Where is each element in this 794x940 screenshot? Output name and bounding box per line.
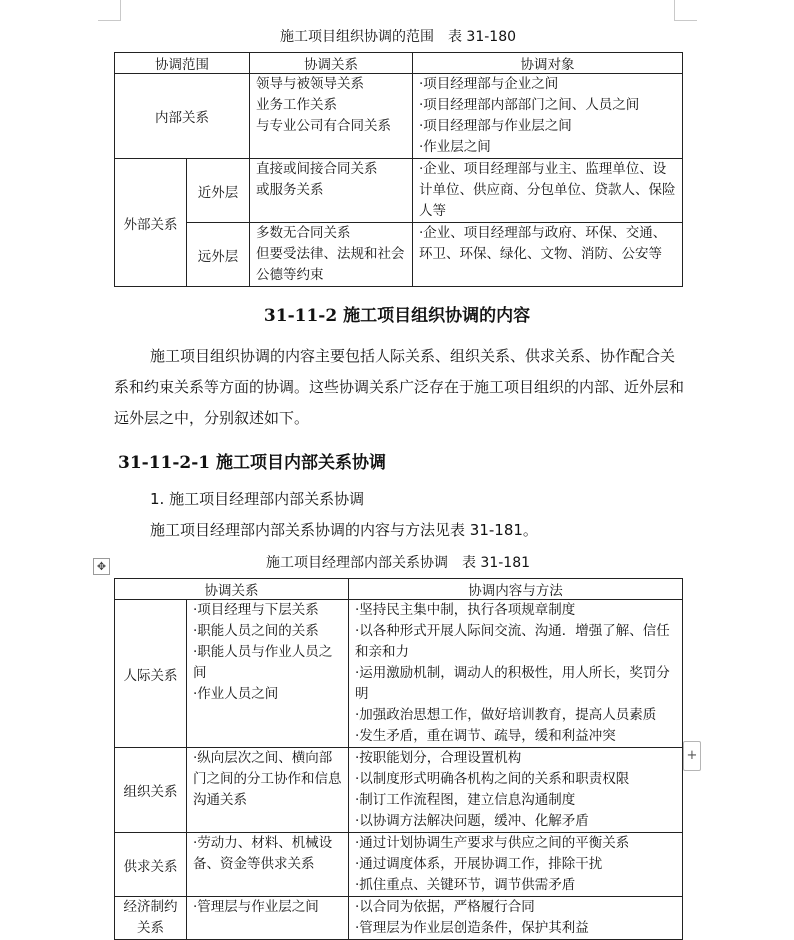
table2-category-cell: 人际关系: [115, 600, 187, 748]
table1-external-scope: 外部关系: [115, 159, 187, 287]
page-corner-mark-right: [674, 0, 697, 21]
relation-line: 业务工作关系: [256, 97, 337, 113]
method-line: ·通过调度体系，开展协调工作，排除干扰: [355, 856, 603, 872]
relation-line: 公德等约束: [256, 267, 324, 283]
object-line: ·项目经理部内部部门之间、人员之间: [419, 97, 640, 113]
table1-near-relations: [250, 159, 413, 223]
relation-line: ·职能人员与作业人员之间: [193, 644, 333, 681]
method-line: ·加强政治思想工作，做好培训教育，提高人员素质: [355, 707, 657, 723]
method-line: ·抓住重点、关键环节，调节供需矛盾: [355, 877, 576, 893]
relation-line: 与专业公司有合同关系: [256, 118, 391, 134]
plus-icon[interactable]: +: [683, 741, 701, 771]
intro-paragraph: 施工项目组织协调的内容主要包括人际关系、组织关系、供求关系、协作配合关系和约束关系等方面的协调。这些协调关系广泛存在于施工项目组织的内部、近外层和远外层之中，分别叙述如下。: [114, 347, 685, 427]
table2-methods-cell: [349, 897, 683, 940]
relation-line: ·项目经理与下层关系: [193, 602, 319, 618]
page-corner-mark-left: [98, 0, 121, 21]
table1-near-objects: ·企业、项目经理部与业主、监理单位、设计单位、供应商、分包单位、贷款人、保险人等: [413, 159, 683, 223]
table2-methods-cell: [349, 833, 683, 897]
relation-line: 但要受法律、法规和社会: [256, 246, 405, 262]
table2-relations-cell: [187, 897, 349, 940]
table2-category-cell: 经济制约关系: [115, 897, 187, 940]
relation-line: ·作业人员之间: [193, 686, 279, 702]
table1-far-objects: ·企业、项目经理部与政府、环保、交通、环卫、环保、绿化、文物、消防、公安等: [413, 223, 683, 287]
table1-header-relation: 协调关系: [250, 53, 413, 74]
table2-header-method: 协调内容与方法: [349, 579, 683, 600]
subsection-title: 31-11-2-1 施工项目内部关系协调: [118, 453, 387, 473]
internal-coordination-table: [114, 578, 683, 940]
table2-methods-cell: [349, 748, 683, 833]
method-line: ·按职能划分，合理设置机构: [355, 750, 522, 766]
relation-line: 直接或间接合同关系: [256, 161, 378, 177]
method-line: ·运用激励机制，调动人的积极性，用人所长，奖罚分明: [355, 665, 670, 702]
relation-line: ·职能人员之间的关系: [193, 623, 319, 639]
list-item: 1. 施工项目经理部内部关系协调: [150, 490, 365, 508]
object-line: ·项目经理部与作业层之间: [419, 118, 572, 134]
table1-near-level: 近外层: [187, 159, 250, 223]
method-line: ·制订工作流程图，建立信息沟通制度: [355, 792, 576, 808]
table1-caption: 施工项目组织协调的范围 表 31-180: [279, 29, 517, 45]
object-line: ·项目经理部与企业之间: [419, 76, 559, 92]
table-reference-paragraph: 施工项目经理部内部关系协调的内容与方法见表 31-181。: [150, 521, 538, 539]
method-line: ·通过计划协调生产要求与供应之间的平衡关系: [355, 835, 630, 851]
table1-header-scope: 协调范围: [115, 53, 250, 74]
method-line: ·以协调方法解决问题，缓冲、化解矛盾: [355, 813, 589, 829]
method-line: ·以合同为依据，严格履行合同: [355, 899, 535, 915]
method-line: ·坚持民主集中制，执行各项规章制度: [355, 602, 576, 618]
table1-internal-objects: [413, 74, 683, 159]
table2-relations-cell: [187, 833, 349, 897]
relation-line: ·劳动力、材料、机械设备、资金等供求关系: [193, 835, 333, 872]
table2-relations-cell: [187, 600, 349, 748]
table1-far-relations: [250, 223, 413, 287]
table2-category-cell: 供求关系: [115, 833, 187, 897]
object-line: ·作业层之间: [419, 139, 491, 155]
table2-header-relation: 协调关系: [115, 579, 349, 600]
method-line: ·发生矛盾，重在调节、疏导，缓和利益冲突: [355, 728, 616, 744]
relation-line: 或服务关系: [256, 182, 324, 198]
relation-line: ·纵向层次之间、横向部门之间的分工协作和信息沟通关系: [193, 750, 342, 808]
relation-line: 多数无合同关系: [256, 225, 351, 241]
relation-line: ·管理层与作业层之间: [193, 899, 319, 915]
scope-table: [114, 52, 683, 287]
section-title: 31-11-2 施工项目组织协调的内容: [263, 306, 531, 326]
method-line: ·管理层为作业层创造条件，保护其利益: [355, 920, 589, 936]
table2-category-cell: 组织关系: [115, 748, 187, 833]
method-line: ·以制度形式明确各机构之间的关系和职责权限: [355, 771, 630, 787]
method-line: ·以各种形式开展人际间交流、沟通．增强了解、信任和亲和力: [355, 623, 670, 660]
relation-line: 领导与被领导关系: [256, 76, 364, 92]
table1-internal-scope: 内部关系: [115, 74, 250, 159]
move-cross-icon[interactable]: ✥: [93, 558, 110, 575]
table1-header-object: 协调对象: [413, 53, 683, 74]
table1-far-level: 远外层: [187, 223, 250, 287]
table2-caption: 施工项目经理部内部关系协调 表 31-181: [265, 555, 531, 571]
table2-methods-cell: [349, 600, 683, 748]
table1-internal-relations: [250, 74, 413, 159]
table2-relations-cell: [187, 748, 349, 833]
